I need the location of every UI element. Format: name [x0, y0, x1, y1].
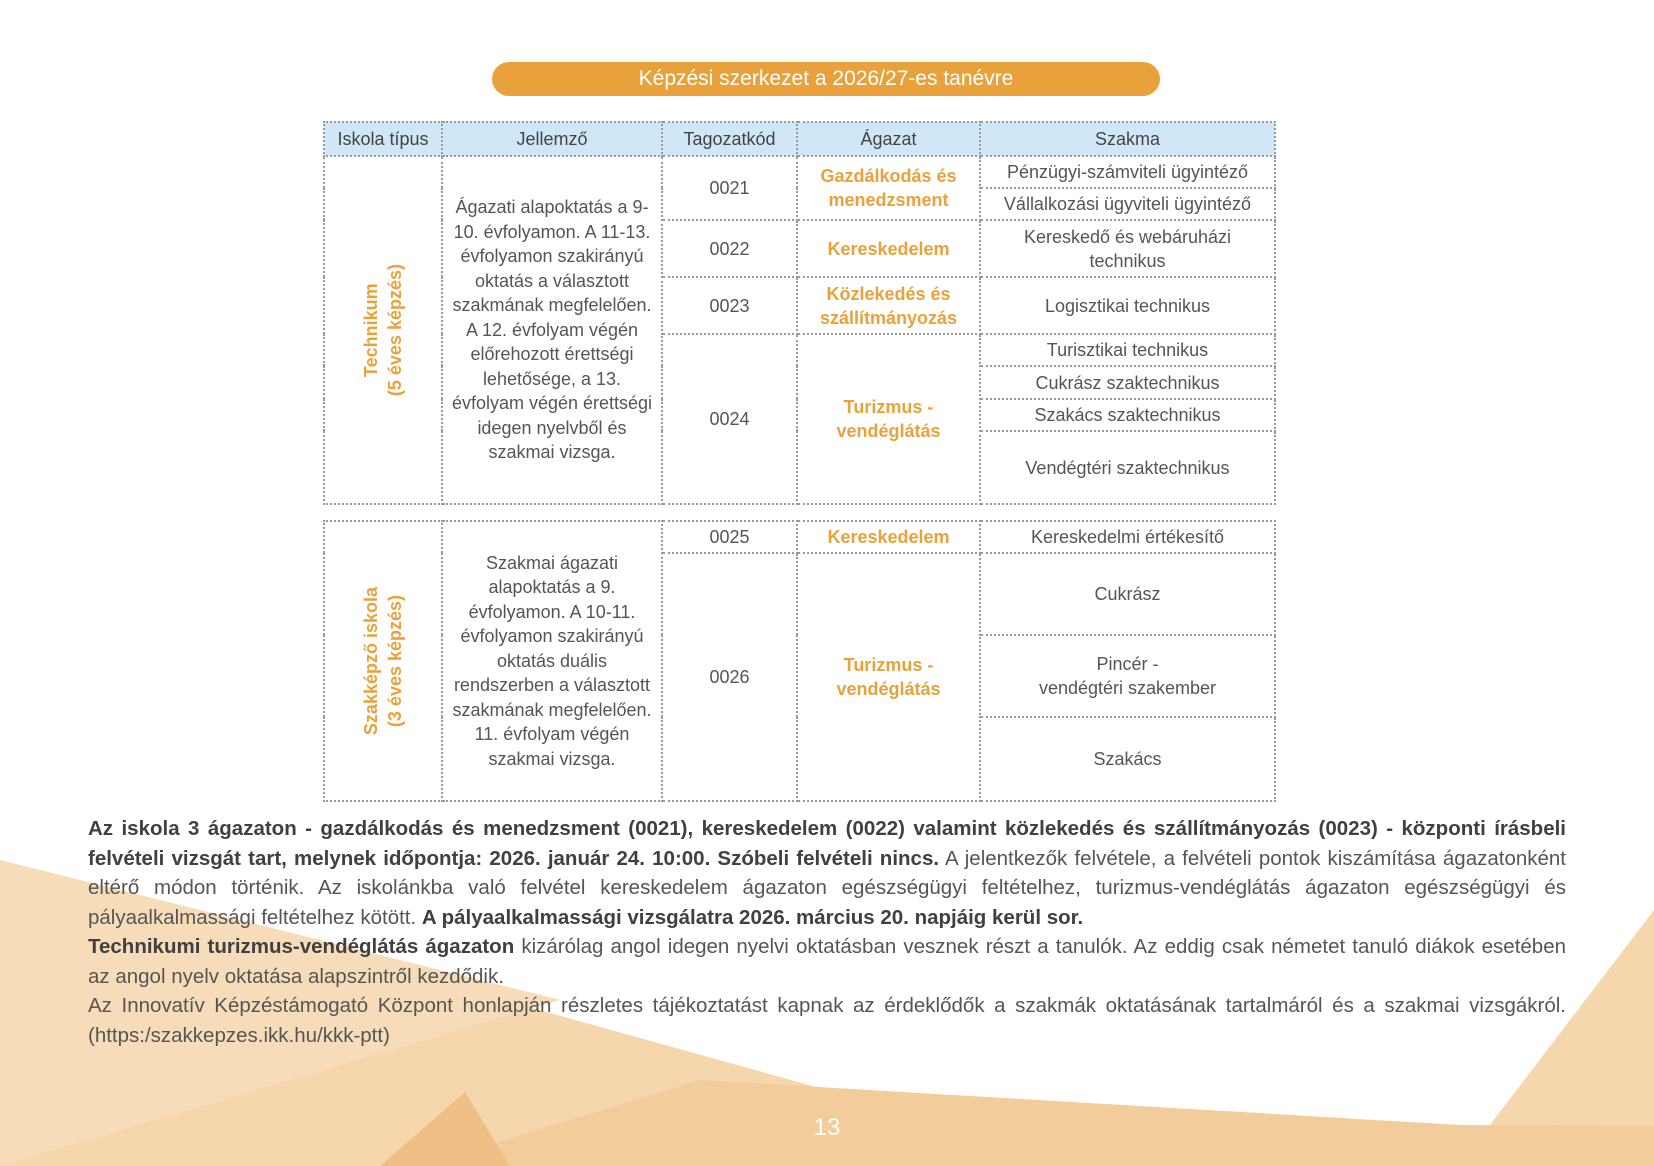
- sector-name: Turizmus - vendéglátás: [797, 553, 980, 801]
- table-row: [324, 521, 1275, 553]
- paragraph-ikk-info: Az Innovatív Képzéstámogató Központ honlapján részletes tájékoztatást kapnak az érdeklődők a szakmák oktatásának tartalmáról és a szakmai vizsgákról. (https:/szakkepzes.ikk.hu/kkk-ptt): [88, 994, 1566, 1047]
- school-type-name: Szakképző iskola: [361, 586, 381, 736]
- page-number: 13: [813, 1114, 841, 1141]
- training-table-technikum: [323, 121, 1276, 505]
- header-school-type: Iskola típus: [324, 122, 442, 156]
- header-class-code: Tagozatkód: [662, 122, 797, 156]
- school-type-name: Technikum: [361, 283, 381, 377]
- sector-name: Gazdálkodás és menedzsment: [797, 156, 980, 220]
- sector-name: Kereskedelem: [797, 521, 980, 553]
- class-code: 0023: [662, 277, 797, 334]
- profession: Kereskedelmi értékesítő: [980, 521, 1275, 553]
- profession: Turisztikai technikus: [980, 334, 1275, 366]
- info-text: [88, 814, 1566, 1050]
- profession: Kereskedő és webáruházi technikus: [980, 220, 1275, 277]
- profession: Cukrász: [980, 553, 1275, 635]
- class-code: 0021: [662, 156, 797, 220]
- profession-cell: [980, 635, 1275, 717]
- profession: Cukrász szaktechnikus: [980, 366, 1275, 399]
- aptitude-exam-deadline: A pályaalkalmassági vizsgálatra 2026. március 20. napjáig kerül sor.: [421, 905, 1084, 929]
- paragraph-admission: [88, 814, 1566, 932]
- tourism-sector-label: Technikumi turizmus-vendéglátás ágazaton: [88, 935, 515, 958]
- header-sector: Ágazat: [797, 122, 980, 156]
- school-type-cell: [324, 156, 442, 504]
- school-type-cell: [324, 521, 442, 801]
- sector-name: Közlekedés és szállítmányozás: [797, 277, 980, 334]
- table-header-row: [324, 122, 1275, 156]
- table-row: [324, 156, 1275, 188]
- sector-name: Turizmus - vendéglátás: [797, 334, 980, 504]
- profession-continued: vendégtéri szakember: [1038, 678, 1217, 698]
- page-title: Képzési szerkezet a 2026/27-es tanévre: [492, 62, 1160, 96]
- class-code: 0026: [662, 553, 797, 801]
- description-cell: Szakmai ágazati alapoktatás a 9. évfolyamon. A 10-11. évfolyamon szakirányú oktatás duális rendszerben a választott szakmának megfelelően. 11. évfolyam végén szakmai vizsga.: [442, 521, 662, 801]
- school-type-duration: (3 éves képzés): [385, 594, 405, 728]
- description-cell: Ágazati alapoktatás a 9-10. évfolyamon. A 11-13. évfolyamon szakirányú oktatás a választott szakmának megfelelően. A 12. évfolyam végén előrehozott érettségi lehetősége, a 13. évfolyam végén érettségi idegen nyelvből és szakmai vizsga.: [442, 156, 662, 504]
- admission-conditions: A jelentkezők felvétele, a felvételi pontok kiszámítása ágazatonként eltérő módon történik. Az iskolánkba való felvétel kereskedelem ágazaton egészségügyi feltételhez, turizmus-vendéglátás ágazaton egészségügyi és pályaalkalmassági feltételhez kötött.: [88, 846, 1566, 929]
- profession: Pénzügyi-számviteli ügyintéző: [980, 156, 1275, 188]
- language-info: kizárólag angol idegen nyelvi oktatásban vesznek részt a tanulók. Az eddig csak németet tanuló diákok esetében az angol nyelv oktatása alapszintről kezdődik.: [88, 935, 1566, 988]
- paragraph-language: [88, 932, 1566, 991]
- header-characteristics: Jellemző: [442, 122, 662, 156]
- class-code: 0025: [662, 521, 797, 553]
- sector-name: Kereskedelem: [797, 220, 980, 277]
- admission-exam-info: Az iskola 3 ágazaton - gazdálkodás és menedzsment (0021), kereskedelem (0022) valamint közlekedés és szállítmányozás (0023) - központi írásbeli felvételi vizsgát tart, melynek időpontja: 2026. január 24. 10:00. Szóbeli felvételi nincs.: [88, 817, 1566, 870]
- school-type-duration: (5 éves képzés): [385, 263, 405, 397]
- class-code: 0024: [662, 334, 797, 504]
- profession: Logisztikai technikus: [980, 277, 1275, 334]
- profession: Szakács szaktechnikus: [980, 399, 1275, 431]
- profession: Vállalkozási ügyviteli ügyintéző: [980, 188, 1275, 220]
- class-code: 0022: [662, 220, 797, 277]
- profession: Szakács: [980, 717, 1275, 801]
- profession: Pincér -: [1096, 654, 1159, 674]
- training-table-szakkepzo: [323, 520, 1276, 802]
- profession: Vendégtéri szaktechnikus: [980, 431, 1275, 504]
- header-profession: Szakma: [980, 122, 1275, 156]
